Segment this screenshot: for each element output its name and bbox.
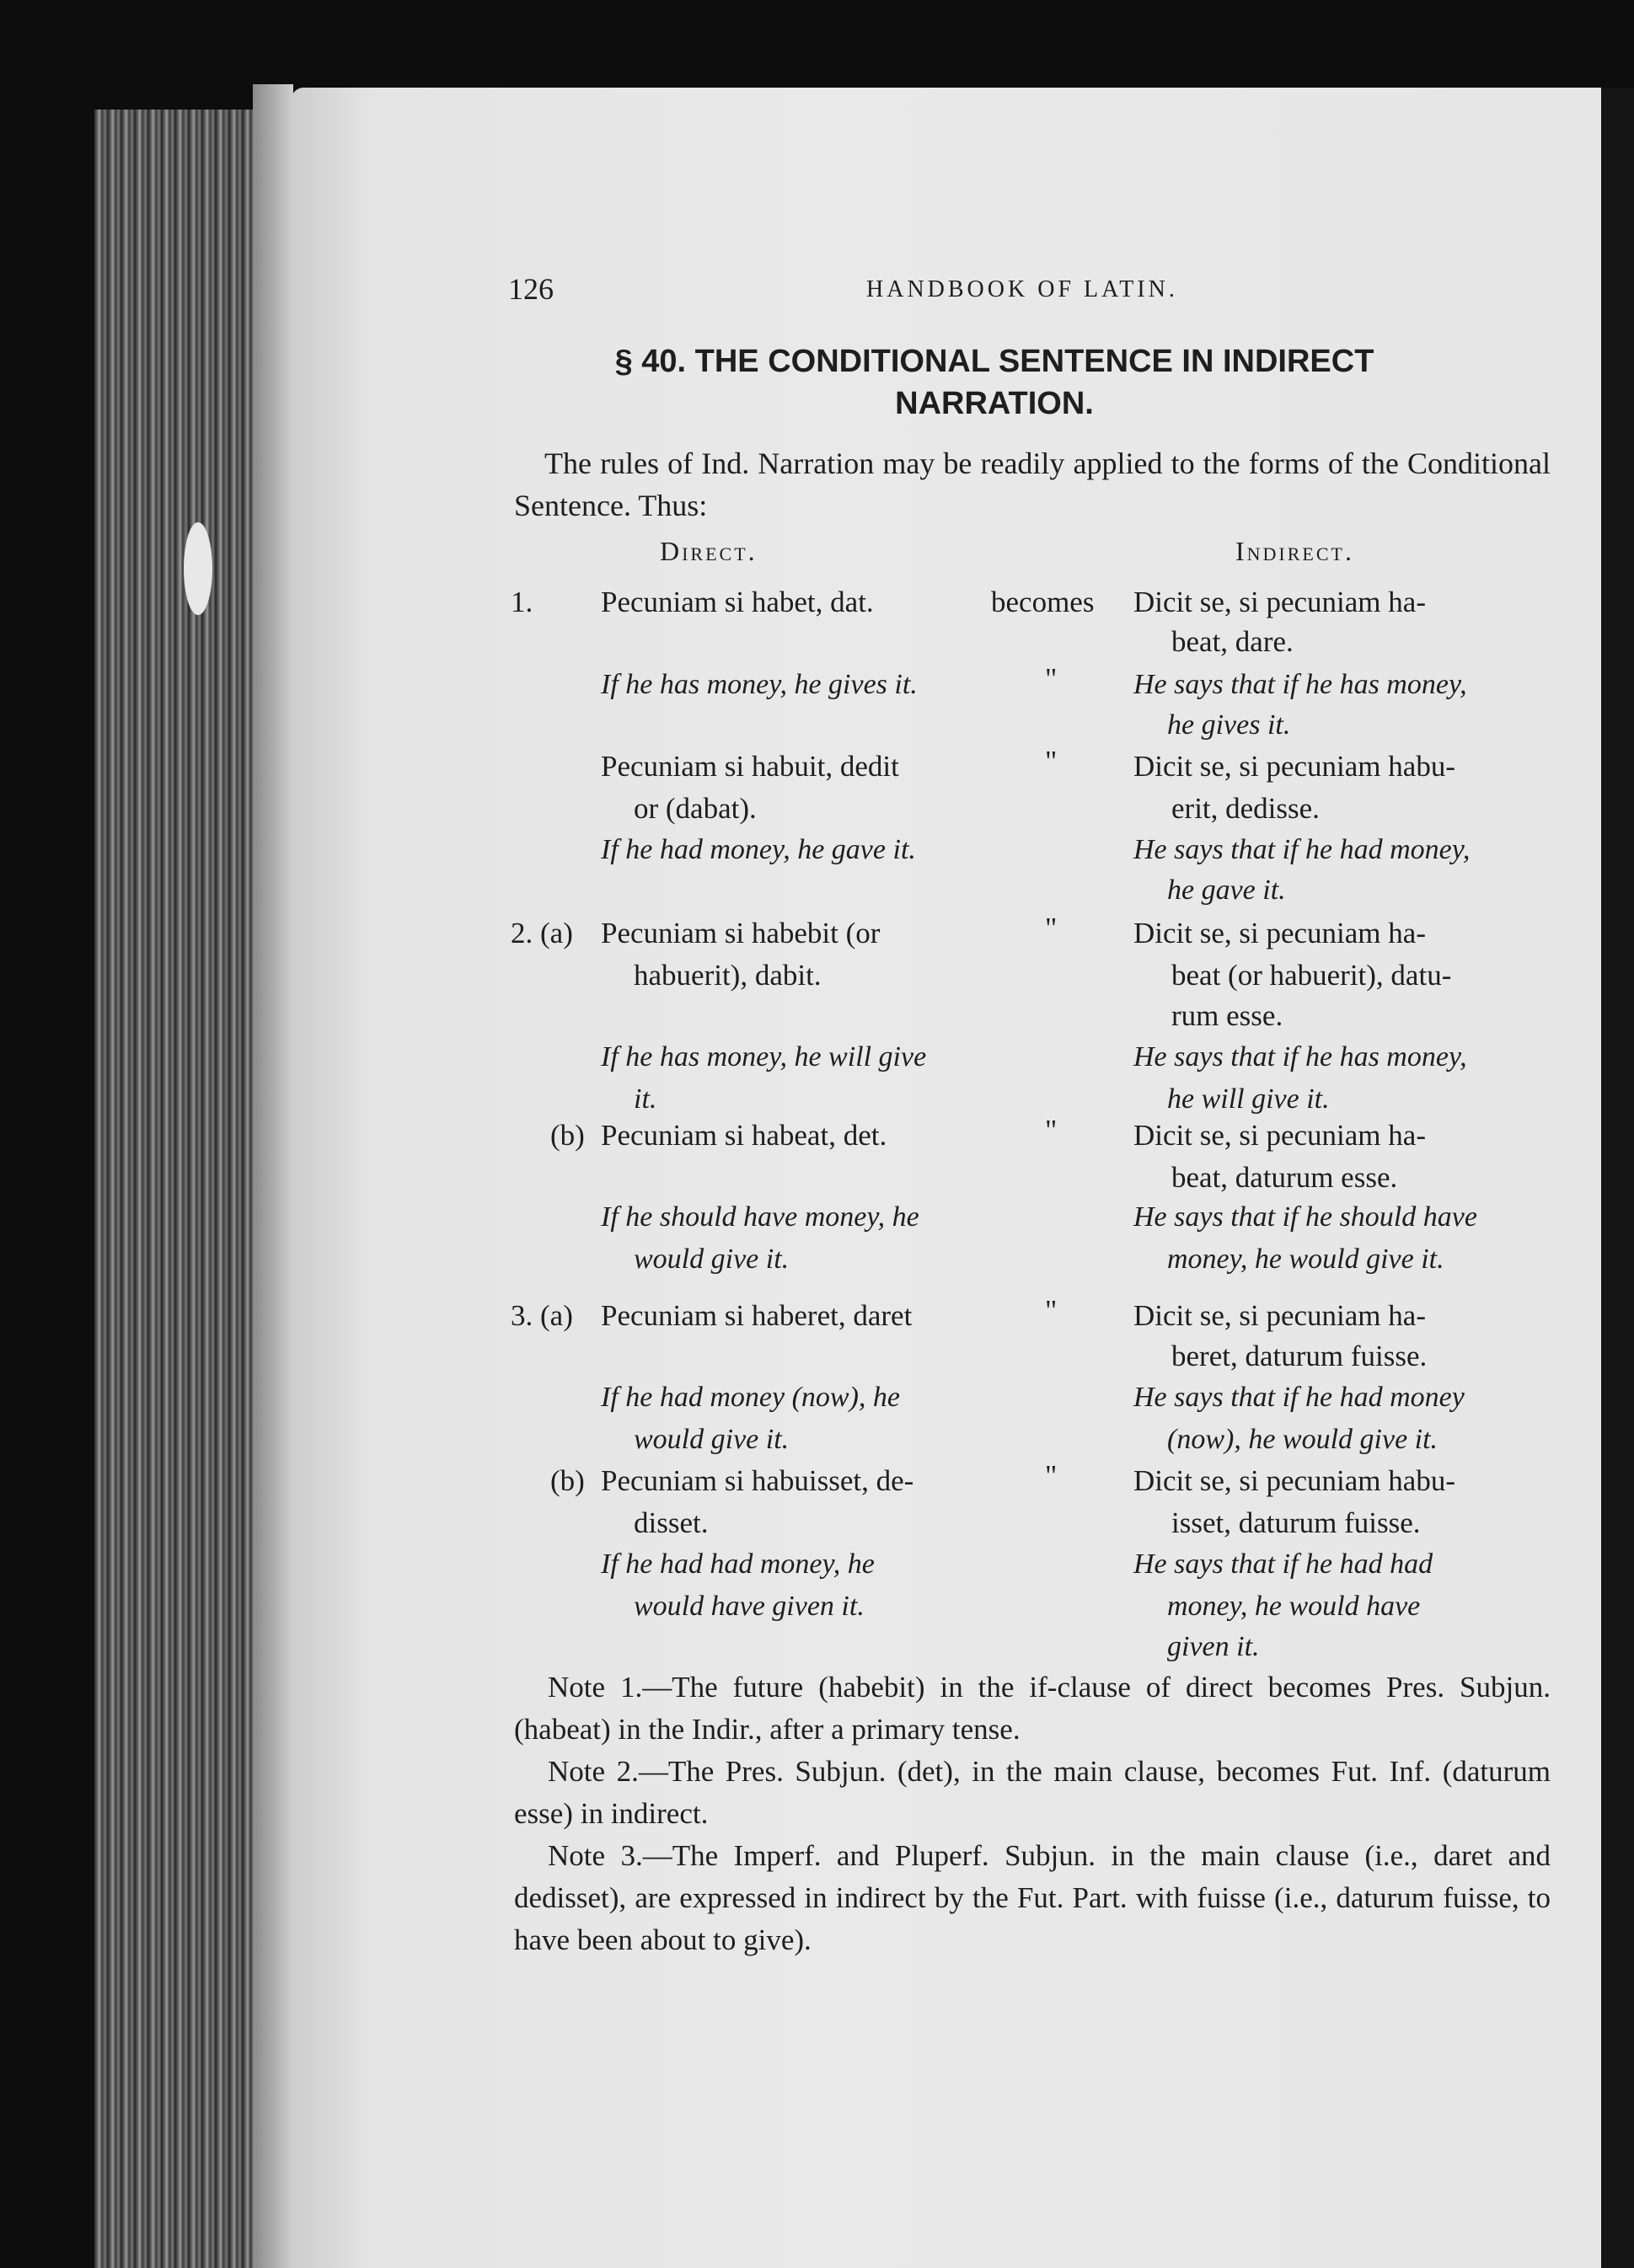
direct-english: If he had money (now), he [601, 1382, 901, 1413]
row-number: 3. (a) [511, 1299, 573, 1332]
direct-english: If he had money, he gave it. [601, 834, 916, 865]
indirect-latin: beat, daturum esse. [1171, 1161, 1398, 1194]
intro-paragraph: The rules of Ind. Narration may be readily applied to the forms of the Conditional Sentence. Thus: [514, 447, 1551, 522]
direct-latin: Pecuniam si habuisset, de- [601, 1464, 914, 1497]
note-2 [514, 1751, 1551, 1835]
ditto-mark: " [1045, 1114, 1058, 1147]
row-number: 1. [511, 586, 533, 618]
note-text: —The Imperf. and Pluperf. Subjun. in the main clause (i.e., daret and dedisset), are expressed in indirect by the Fut. Part. with fuisse (i.e., daturum fuisse, to have been about to give). [514, 1839, 1551, 1956]
indirect-latin: isset, daturum fuisse. [1171, 1506, 1421, 1539]
book-page-edge-highlight [253, 84, 293, 2268]
ditto-mark: " [1045, 912, 1058, 944]
indirect-english: (now), he would give it. [1167, 1424, 1438, 1455]
page-shadow [1601, 88, 1634, 2268]
direct-latin: Pecuniam si habet, dat. [601, 586, 874, 618]
indirect-english: given it. [1167, 1631, 1260, 1662]
column-heading-direct: Direct. [660, 536, 758, 566]
indirect-latin: Dicit se, si pecuniam habu- [1133, 1464, 1455, 1497]
section-title-line-1: § 40. THE CONDITIONAL SENTENCE IN INDIRECT [614, 344, 1374, 379]
indirect-english: he gives it. [1167, 709, 1291, 741]
row-number: (b) [550, 1119, 585, 1152]
direct-english: would give it. [634, 1424, 790, 1455]
scan-artifact [184, 522, 212, 615]
indirect-latin: erit, dedisse. [1171, 792, 1320, 825]
indirect-english: money, he would give it. [1167, 1244, 1444, 1275]
section-title-line-2: NARRATION. [895, 386, 1094, 421]
indirect-english: He says that if he should have [1133, 1201, 1477, 1233]
direct-english: would have given it. [634, 1591, 865, 1622]
page-number: 126 [508, 272, 554, 306]
note-text: —The Pres. Subjun. (det), in the main clause, becomes Fut. Inf. (daturum esse) in indirect. [514, 1755, 1551, 1830]
note-text: —The future (habebit) in the if-clause of direct becomes Pres. Subjun. (habeat) in the Indir., after a primary tense. [514, 1671, 1551, 1746]
direct-english: would give it. [634, 1244, 790, 1275]
note-label: Note 1. [548, 1671, 643, 1704]
indirect-latin: Dicit se, si pecuniam ha- [1133, 917, 1426, 949]
direct-latin: Pecuniam si haberet, daret [601, 1299, 913, 1332]
indirect-latin: beat, dare. [1171, 625, 1294, 658]
direct-english: it. [634, 1083, 657, 1115]
direct-latin: disset. [634, 1506, 709, 1539]
indirect-latin: rum esse. [1171, 999, 1283, 1032]
row-number: (b) [550, 1464, 585, 1497]
direct-latin: Pecuniam si habebit (or [601, 917, 881, 949]
direct-english: If he had had money, he [601, 1549, 875, 1580]
direct-latin: or (dabat). [634, 792, 757, 825]
indirect-english: money, he would have [1167, 1591, 1421, 1622]
indirect-latin: Dicit se, si pecuniam ha- [1133, 1119, 1426, 1152]
note-label: Note 3. [548, 1839, 643, 1872]
indirect-english: he gave it. [1167, 875, 1286, 906]
note-label: Note 2. [548, 1755, 639, 1788]
direct-english: If he should have money, he [601, 1201, 919, 1233]
indirect-english: He says that if he has money, [1133, 669, 1467, 700]
indirect-english: he will give it. [1167, 1083, 1330, 1115]
indirect-english: He says that if he had money, [1133, 834, 1471, 865]
indirect-latin: Dicit se, si pecuniam habu- [1133, 750, 1455, 783]
indirect-english: He says that if he had had [1133, 1549, 1433, 1580]
note-3 [514, 1835, 1551, 1961]
direct-english: If he has money, he will give [601, 1041, 927, 1072]
indirect-latin: Dicit se, si pecuniam ha- [1133, 1299, 1426, 1332]
ditto-mark: " [1045, 1459, 1058, 1492]
connector-becomes: becomes [991, 586, 1095, 618]
ditto-mark: " [1045, 662, 1058, 695]
column-heading-indirect: Indirect. [1235, 536, 1354, 566]
running-title: HANDBOOK OF LATIN. [866, 276, 1178, 302]
indirect-latin: beret, daturum fuisse. [1171, 1340, 1428, 1372]
direct-english: If he has money, he gives it. [601, 669, 918, 700]
direct-latin: Pecuniam si habuit, dedit [601, 750, 899, 783]
indirect-latin: Dicit se, si pecuniam ha- [1133, 586, 1426, 618]
row-number: 2. (a) [511, 917, 573, 949]
ditto-mark: " [1045, 745, 1058, 778]
indirect-english: He says that if he had money [1133, 1382, 1465, 1413]
ditto-mark: " [1045, 1294, 1058, 1327]
indirect-english: He says that if he has money, [1133, 1041, 1467, 1072]
direct-latin: habuerit), dabit. [634, 959, 822, 992]
direct-latin: Pecuniam si habeat, det. [601, 1119, 887, 1152]
indirect-latin: beat (or habuerit), datu- [1171, 959, 1452, 992]
note-1 [514, 1666, 1551, 1751]
